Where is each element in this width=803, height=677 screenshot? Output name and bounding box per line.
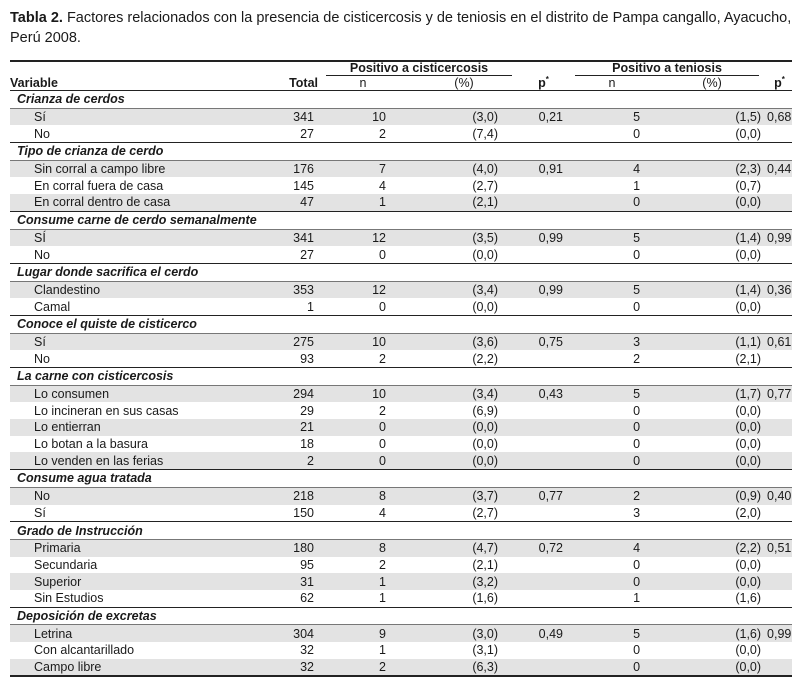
cell-n-cisticercosis: 2 [318, 659, 408, 677]
section-header-row [10, 368, 792, 386]
cell-pct-cisticercosis: (3,0) [408, 108, 520, 125]
table-row [10, 573, 792, 590]
cell-total: 32 [300, 643, 314, 658]
cell-total: 47 [248, 194, 318, 211]
table-row [10, 505, 792, 522]
cell-n-teniosis: 0 [633, 403, 641, 418]
cell-p-teniosis [767, 177, 792, 194]
row-label: Con alcantarillado [34, 643, 135, 658]
cell-pct-cisticercosis: (3,4) [408, 281, 520, 298]
row-label: Campo libre [10, 659, 248, 677]
cell-n-cisticercosis: 10 [318, 333, 408, 350]
cell-p-cisticercosis: 0,75 [520, 333, 567, 350]
cell-p-cisticercosis [520, 402, 567, 419]
row-label: En corral fuera de casa [34, 178, 164, 193]
cell-p-teniosis [767, 642, 792, 659]
cell-total: 341 [248, 229, 318, 246]
cell-pct-teniosis: (0,0) [657, 419, 767, 436]
row-label: No [34, 247, 50, 262]
cell-pct-cisticercosis: (6,3) [408, 659, 520, 677]
section-title: Crianza de cerdos [10, 91, 792, 109]
section-header-row [10, 470, 792, 488]
table-row [10, 333, 792, 350]
cell-pct-cisticercosis: (2,1) [472, 557, 499, 572]
cell-n-teniosis: 5 [567, 108, 657, 125]
cell-pct-cisticercosis: (3,7) [408, 487, 520, 504]
header-p-label: p [538, 76, 546, 90]
cell-total: 341 [248, 108, 318, 125]
cell-n-teniosis: 1 [633, 591, 641, 606]
cell-p-teniosis [767, 573, 792, 590]
section-title: Consume carne de cerdo semanalmente [10, 211, 792, 229]
header-p-label: p [774, 76, 782, 90]
cell-n-cisticercosis: 4 [379, 505, 386, 520]
cell-total: 18 [300, 437, 314, 452]
table-caption-label: Tabla 2. [10, 10, 63, 26]
cell-n-cisticercosis: 0 [318, 452, 408, 469]
cell-total: 145 [293, 178, 314, 193]
table-row [10, 281, 792, 298]
cell-pct-teniosis: (0,0) [735, 126, 762, 141]
cell-pct-teniosis: (1,6) [657, 625, 767, 642]
cell-pct-cisticercosis: (0,0) [472, 437, 499, 452]
cell-p-teniosis: 0,68 [767, 110, 792, 125]
cell-n-cisticercosis: 1 [318, 194, 408, 211]
cell-pct-cisticercosis: (2,7) [472, 178, 499, 193]
cell-p-cisticercosis [520, 125, 567, 142]
cell-p-cisticercosis [520, 505, 567, 522]
cell-p-cisticercosis [520, 590, 567, 607]
cell-pct-teniosis: (0,0) [657, 573, 767, 590]
cell-n-cisticercosis: 0 [379, 247, 386, 262]
cell-n-cisticercosis: 10 [318, 385, 408, 402]
cell-n-teniosis: 0 [567, 573, 657, 590]
table-row [10, 659, 792, 677]
cell-p-cisticercosis [520, 659, 567, 677]
section-title: Lugar donde sacrifica el cerdo [10, 263, 792, 281]
cell-pct-cisticercosis: (3,5) [408, 229, 520, 246]
cell-total: 21 [248, 419, 318, 436]
cell-p-cisticercosis [520, 436, 567, 453]
cell-n-cisticercosis: 1 [379, 643, 386, 658]
cell-p-cisticercosis [520, 298, 567, 315]
row-label: Sí [10, 108, 248, 125]
cell-pct-teniosis: (1,5) [657, 108, 767, 125]
cell-p-cisticercosis [520, 246, 567, 263]
cell-n-cisticercosis: 4 [379, 178, 386, 193]
cell-pct-teniosis: (0,0) [735, 643, 762, 658]
cell-pct-teniosis: (1,6) [735, 591, 762, 606]
cell-n-teniosis: 5 [567, 281, 657, 298]
cell-p-teniosis [767, 436, 792, 453]
cell-pct-teniosis: (0,0) [657, 194, 767, 211]
cell-total: 275 [248, 333, 318, 350]
table-row [10, 452, 792, 469]
cell-p-cisticercosis: 0,72 [520, 539, 567, 556]
table-caption-text: Factores relacionados con la presencia de cisticercosis y de teniosis en el distrito de Pampa cangallo, Ayacucho, Perú 2008. [10, 10, 792, 46]
table-row [10, 487, 792, 504]
cell-n-teniosis: 3 [633, 505, 641, 520]
table-body [10, 91, 792, 677]
cell-p-teniosis [767, 590, 792, 607]
cell-n-teniosis: 0 [633, 299, 641, 314]
cell-pct-teniosis: (1,7) [657, 385, 767, 402]
cell-n-teniosis: 3 [567, 333, 657, 350]
cell-p-cisticercosis [520, 557, 567, 574]
section-title: Conoce el quiste de cisticerco [10, 315, 792, 333]
cell-pct-cisticercosis: (1,6) [472, 591, 499, 606]
cell-n-teniosis: 0 [633, 437, 641, 452]
cell-p-cisticercosis: 0,91 [520, 160, 567, 177]
cell-pct-cisticercosis: (0,0) [472, 247, 499, 262]
cell-pct-cisticercosis: (3,6) [408, 333, 520, 350]
table-row [10, 177, 792, 194]
row-label: Letrina [10, 625, 248, 642]
cell-p-teniosis: 0,51 [767, 541, 792, 556]
cell-pct-teniosis: (0,0) [735, 403, 762, 418]
table-row [10, 419, 792, 436]
cell-pct-cisticercosis: (3,2) [408, 573, 520, 590]
table-caption [10, 8, 800, 48]
header-pct-teniosis: (%) [702, 76, 722, 90]
cell-pct-cisticercosis: (4,7) [408, 539, 520, 556]
row-label: Lo entierran [10, 419, 248, 436]
cell-p-cisticercosis [520, 350, 567, 367]
section-header-row [10, 211, 792, 229]
cell-n-cisticercosis: 2 [379, 351, 386, 366]
header-group-cisticercosis-label: Positivo a cisticercosis [326, 62, 512, 76]
row-label: Sin corral a campo libre [10, 160, 248, 177]
cell-p-teniosis [767, 350, 792, 367]
cell-pct-teniosis: (0,7) [735, 178, 762, 193]
cell-pct-cisticercosis: (2,7) [472, 505, 499, 520]
header-p-sup: * [545, 74, 549, 84]
table-row [10, 350, 792, 367]
table-row [10, 625, 792, 642]
cell-n-cisticercosis: 1 [318, 573, 408, 590]
cell-pct-cisticercosis: (7,4) [472, 126, 499, 141]
cell-n-teniosis: 0 [567, 659, 657, 677]
section-title: Grado de Instrucción [10, 522, 792, 540]
cell-total: 150 [293, 505, 314, 520]
section-title: Deposición de excretas [10, 607, 792, 625]
row-label: En corral dentro de casa [10, 194, 248, 211]
cell-p-teniosis [767, 505, 792, 522]
cell-pct-teniosis: (1,4) [657, 229, 767, 246]
cell-n-cisticercosis: 2 [379, 403, 386, 418]
section-title: Consume agua tratada [10, 470, 792, 488]
cell-pct-cisticercosis: (3,0) [408, 625, 520, 642]
cell-n-cisticercosis: 9 [318, 625, 408, 642]
cell-n-teniosis: 0 [567, 194, 657, 211]
cell-p-teniosis: 0,77 [767, 387, 792, 402]
cell-total: 294 [248, 385, 318, 402]
section-header-row [10, 263, 792, 281]
table-row [10, 402, 792, 419]
cell-p-cisticercosis: 0,99 [520, 281, 567, 298]
cell-n-cisticercosis: 8 [318, 539, 408, 556]
table-row [10, 298, 792, 315]
cell-total: 62 [300, 591, 314, 606]
cell-total: 218 [248, 487, 318, 504]
cell-p-teniosis [767, 659, 792, 677]
cell-n-teniosis: 5 [567, 229, 657, 246]
cell-p-teniosis [767, 452, 792, 469]
row-label: Sí [34, 505, 46, 520]
cell-pct-teniosis: (2,0) [735, 505, 762, 520]
cell-p-teniosis: 0,40 [767, 489, 792, 504]
cell-n-teniosis: 0 [633, 557, 641, 572]
section-title: Tipo de crianza de cerdo [10, 143, 792, 161]
cell-n-teniosis: 0 [633, 126, 641, 141]
row-label: Lo botan a la basura [34, 437, 148, 452]
header-n-teniosis: n [608, 76, 616, 90]
cell-pct-cisticercosis: (4,0) [408, 160, 520, 177]
row-label: Lo consumen [10, 385, 248, 402]
cell-total: 31 [248, 573, 318, 590]
section-title: La carne con cisticercosis [10, 368, 792, 386]
cell-n-teniosis: 2 [567, 487, 657, 504]
table-row [10, 436, 792, 453]
row-label: Clandestino [10, 281, 248, 298]
cell-pct-teniosis: (2,3) [657, 160, 767, 177]
cell-total: 95 [300, 557, 314, 572]
cell-total: 353 [248, 281, 318, 298]
cell-total: 176 [248, 160, 318, 177]
cell-pct-cisticercosis: (0,0) [472, 299, 499, 314]
cell-p-cisticercosis [520, 642, 567, 659]
cell-n-teniosis: 2 [633, 351, 641, 366]
cell-pct-teniosis: (1,1) [657, 333, 767, 350]
table-row [10, 229, 792, 246]
cell-n-cisticercosis: 8 [318, 487, 408, 504]
cell-p-teniosis [767, 125, 792, 142]
cell-total: 32 [248, 659, 318, 677]
cell-n-cisticercosis: 12 [318, 229, 408, 246]
header-variable: Variable [10, 76, 58, 90]
cell-n-teniosis: 0 [633, 643, 641, 658]
header-n-cisticercosis: n [359, 76, 367, 90]
cell-n-teniosis: 4 [567, 160, 657, 177]
section-header-row [10, 91, 792, 109]
cell-p-teniosis [767, 194, 792, 211]
cell-total: 1 [307, 299, 314, 314]
cell-total: 27 [300, 247, 314, 262]
cell-n-cisticercosis: 0 [318, 419, 408, 436]
cell-pct-cisticercosis: (2,1) [408, 194, 520, 211]
header-p-cisticercosis [520, 61, 567, 91]
cell-p-cisticercosis: 0,77 [520, 487, 567, 504]
cell-p-cisticercosis: 0,99 [520, 229, 567, 246]
table-row [10, 160, 792, 177]
cell-pct-teniosis: (0,0) [657, 659, 767, 677]
row-label: Lo incineran en sus casas [34, 403, 179, 418]
cell-n-cisticercosis: 7 [318, 160, 408, 177]
header-pct-cisticercosis: (%) [454, 76, 474, 90]
table-row [10, 590, 792, 607]
row-label: Secundaria [34, 557, 98, 572]
section-header-row [10, 607, 792, 625]
header-total: Total [289, 76, 318, 90]
cell-n-teniosis: 4 [567, 539, 657, 556]
cell-n-cisticercosis: 0 [379, 299, 386, 314]
table-header [10, 61, 792, 91]
cell-p-cisticercosis [520, 419, 567, 436]
table-row [10, 125, 792, 142]
cell-p-cisticercosis [520, 194, 567, 211]
cell-p-teniosis: 0,99 [767, 626, 792, 641]
row-label: No [10, 487, 248, 504]
row-label: Primaria [10, 539, 248, 556]
cell-pct-teniosis: (0,0) [735, 437, 762, 452]
header-p-sup: * [781, 74, 785, 84]
cell-p-teniosis [767, 402, 792, 419]
cell-pct-cisticercosis: (6,9) [472, 403, 499, 418]
cell-p-teniosis: 0,61 [767, 334, 792, 349]
cell-n-teniosis: 0 [633, 247, 641, 262]
cell-n-cisticercosis: 12 [318, 281, 408, 298]
row-label: Camal [34, 299, 71, 314]
factors-table [10, 60, 792, 677]
cell-pct-teniosis: (0,0) [657, 452, 767, 469]
cell-n-cisticercosis: 0 [379, 437, 386, 452]
cell-pct-cisticercosis: (0,0) [408, 419, 520, 436]
cell-p-cisticercosis: 0,49 [520, 625, 567, 642]
row-label: SÍ [10, 229, 248, 246]
row-label: Superior [10, 573, 248, 590]
row-label: No [34, 126, 50, 141]
cell-pct-cisticercosis: (3,4) [408, 385, 520, 402]
cell-pct-teniosis: (2,1) [735, 351, 762, 366]
table-row [10, 385, 792, 402]
cell-pct-cisticercosis: (3,1) [472, 643, 499, 658]
cell-n-teniosis: 0 [567, 419, 657, 436]
cell-pct-teniosis: (2,2) [657, 539, 767, 556]
table-row [10, 108, 792, 125]
cell-total: 29 [300, 403, 314, 418]
cell-p-cisticercosis [520, 573, 567, 590]
cell-p-cisticercosis: 0,43 [520, 385, 567, 402]
cell-total: 27 [300, 126, 314, 141]
cell-n-teniosis: 5 [567, 385, 657, 402]
cell-total: 180 [248, 539, 318, 556]
table-row [10, 557, 792, 574]
row-label: No [34, 351, 50, 366]
cell-pct-teniosis: (0,0) [735, 299, 762, 314]
cell-n-cisticercosis: 1 [379, 591, 386, 606]
row-label: Sí [10, 333, 248, 350]
table-row [10, 642, 792, 659]
cell-n-teniosis: 0 [567, 452, 657, 469]
cell-pct-cisticercosis: (2,2) [472, 351, 499, 366]
table-row [10, 246, 792, 263]
cell-n-cisticercosis: 2 [379, 126, 386, 141]
header-p-teniosis [767, 61, 792, 91]
section-header-row [10, 143, 792, 161]
section-header-row [10, 315, 792, 333]
cell-p-cisticercosis: 0,21 [520, 108, 567, 125]
cell-p-teniosis [767, 419, 792, 436]
cell-pct-teniosis: (1,4) [657, 281, 767, 298]
cell-total: 93 [300, 351, 314, 366]
cell-n-teniosis: 5 [567, 625, 657, 642]
cell-pct-teniosis: (0,9) [657, 487, 767, 504]
cell-total: 304 [248, 625, 318, 642]
header-group-cisticercosis [318, 61, 520, 76]
cell-p-cisticercosis [520, 177, 567, 194]
cell-p-teniosis: 0,44 [767, 162, 792, 177]
cell-n-teniosis: 1 [633, 178, 641, 193]
table-row [10, 194, 792, 211]
cell-p-teniosis [767, 557, 792, 574]
section-header-row [10, 522, 792, 540]
cell-n-cisticercosis: 2 [379, 557, 386, 572]
cell-p-teniosis: 0,36 [767, 282, 792, 297]
header-group-teniosis-label: Positivo a teniosis [575, 62, 759, 76]
cell-total: 2 [248, 452, 318, 469]
table-row [10, 539, 792, 556]
cell-p-cisticercosis [520, 452, 567, 469]
row-label: Lo venden en las ferias [10, 452, 248, 469]
cell-p-teniosis [767, 298, 792, 315]
cell-pct-teniosis: (0,0) [735, 557, 762, 572]
cell-n-cisticercosis: 10 [318, 108, 408, 125]
cell-pct-teniosis: (0,0) [735, 247, 762, 262]
header-group-teniosis [567, 61, 767, 76]
cell-p-teniosis [767, 246, 792, 263]
row-label: Sin Estudios [34, 591, 104, 606]
cell-p-teniosis: 0,99 [767, 230, 792, 245]
cell-pct-cisticercosis: (0,0) [408, 452, 520, 469]
